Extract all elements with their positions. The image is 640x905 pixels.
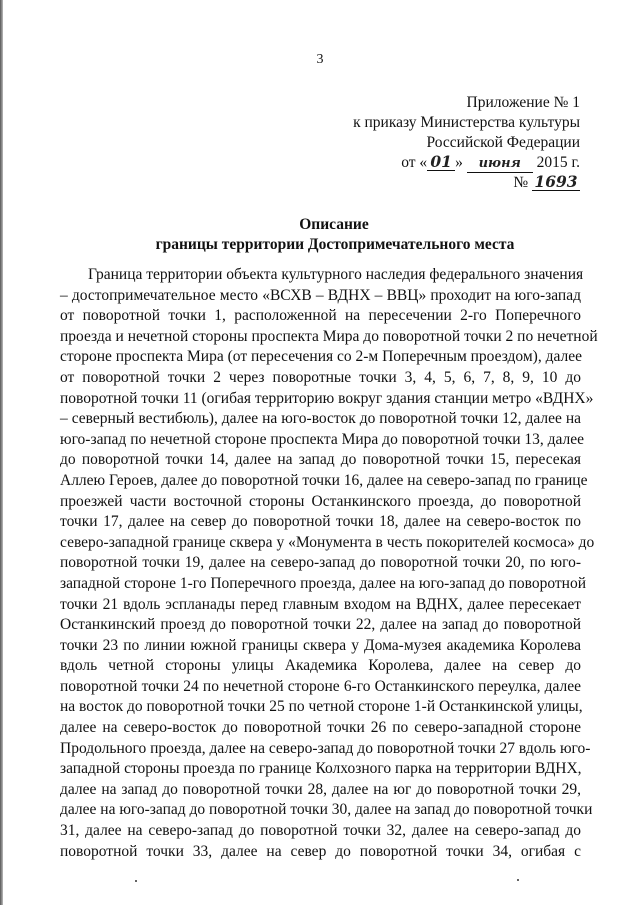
- appendix-federation-line: Российской Федерации: [426, 134, 580, 151]
- text-line: проезда и нечетной стороны проспекта Мира до поворотной точки 2 по нечетной: [60, 327, 598, 345]
- appendix-title: Приложение № 1: [466, 94, 580, 111]
- heading-line-1: Описание: [299, 216, 369, 233]
- text-line: юго-запад по нечетной стороне проспекта Мира до поворотной точки 13, далее: [60, 430, 585, 448]
- text-line: далее на юго-запад до поворотной точки 30, далее на запад до поворотной точки: [60, 801, 593, 819]
- text-line: – северный вестибюль), далее на юго-восток до поворотной точки 12, далее на: [60, 410, 581, 428]
- text-line: далее на запад до поворотной точки 28, далее на юг до поворотной точки 29,: [60, 780, 581, 798]
- scan-speck: [135, 880, 137, 882]
- text-line: Аллею Героев, далее до поворотной точки 16, далее на северо-запад по границе: [60, 471, 588, 489]
- text-line: на восток до поворотной точки 25 по четной стороне 1-й Останкинской улицы,: [60, 698, 583, 716]
- document-heading: [0, 215, 640, 255]
- text-line: Продольного проезда, далее на северо-запад до поворотной точки 27 вдоль юго-: [60, 739, 591, 757]
- text-line: точки 21 вдоль эспланады перед главным входом на ВДНХ, далее пересекает: [60, 595, 581, 613]
- text-line: от поворотной точки 1, расположенной на пересечении 2-го Поперечного: [60, 307, 581, 325]
- text-line: северо-западной границе сквера у «Монумента в честь покорителей космоса» до: [60, 533, 595, 551]
- number-prefix: №: [513, 174, 529, 191]
- page-number: 3: [316, 52, 324, 67]
- text-line: до поворотной точки 14, далее на запад до поворотной точки 15, пересекая: [60, 451, 581, 469]
- text-line: вдоль четной стороны улицы Академика Королева, далее на север до: [60, 657, 581, 675]
- appendix-number-line: [280, 173, 580, 193]
- appendix-block: [280, 93, 580, 193]
- scan-speck: [517, 879, 519, 881]
- body-paragraph: [60, 265, 598, 862]
- date-mid: »: [455, 154, 463, 171]
- text-line: далее на северо-восток до поворотной точки 26 по северо-западной стороне: [60, 719, 581, 737]
- handwritten-order-number: 1693: [532, 174, 580, 191]
- text-line: от поворотной точки 2 через поворотные точки 3, 4, 5, 6, 7, 8, 9, 10 до: [60, 368, 581, 386]
- appendix-date-line: [280, 153, 580, 173]
- heading-line-2: границы территории Достопримечательного места: [155, 236, 515, 253]
- text-line: проезжей части восточной стороны Останкинского проезда, до поворотной: [60, 492, 581, 510]
- appendix-order-line: к приказу Министерства культуры: [353, 114, 580, 131]
- text-line: поворотной точки 19, далее на северо-запад до поворотной точки 20, по юго-: [60, 554, 581, 572]
- date-year: 2015 г.: [536, 154, 580, 171]
- handwritten-date-month: июня: [467, 156, 533, 173]
- text-line: стороне проспекта Мира (от пересечения со 2-м Поперечным проездом), далее: [60, 348, 582, 366]
- scan-left-edge: [0, 0, 3, 905]
- text-line: точки 17, далее на север до поворотной точки 18, далее на северо-восток по: [60, 513, 581, 531]
- text-line: поворотной точки 24 по нечетной стороне 6-го Останкинского переулка, далее: [60, 677, 581, 695]
- date-prefix: от «: [401, 154, 428, 171]
- text-line: Останкинский проезд до поворотной точки 22, далее на запад до поворотной: [60, 616, 581, 634]
- text-line: западной стороне 1-го Поперечного проезда, далее на юго-запад до поворотной: [60, 574, 586, 592]
- text-line: 31, далее на северо-запад до поворотной точки 32, далее на северо-запад до: [60, 822, 581, 840]
- text-line: точки 23 по линии южной границы сквера у Дома-музея академика Королева: [60, 636, 581, 654]
- text-line: – достопримечательное место «ВСХВ – ВДНХ – ВВЦ» проходит на юго-запад: [60, 286, 581, 304]
- text-line: поворотной точки 33, далее на север до поворотной точки 34, огибая с: [60, 842, 581, 860]
- text-line: поворотной точки 11 (огибая территорию вокруг здания станции метро «ВДНХ»: [60, 389, 594, 407]
- text-line: западной стороны проезда по границе Колхозного парка на территории ВДНХ,: [60, 760, 582, 778]
- text-line: Граница территории объекта культурного наследия федерального значения: [88, 266, 584, 283]
- handwritten-date-day: 01: [427, 154, 455, 171]
